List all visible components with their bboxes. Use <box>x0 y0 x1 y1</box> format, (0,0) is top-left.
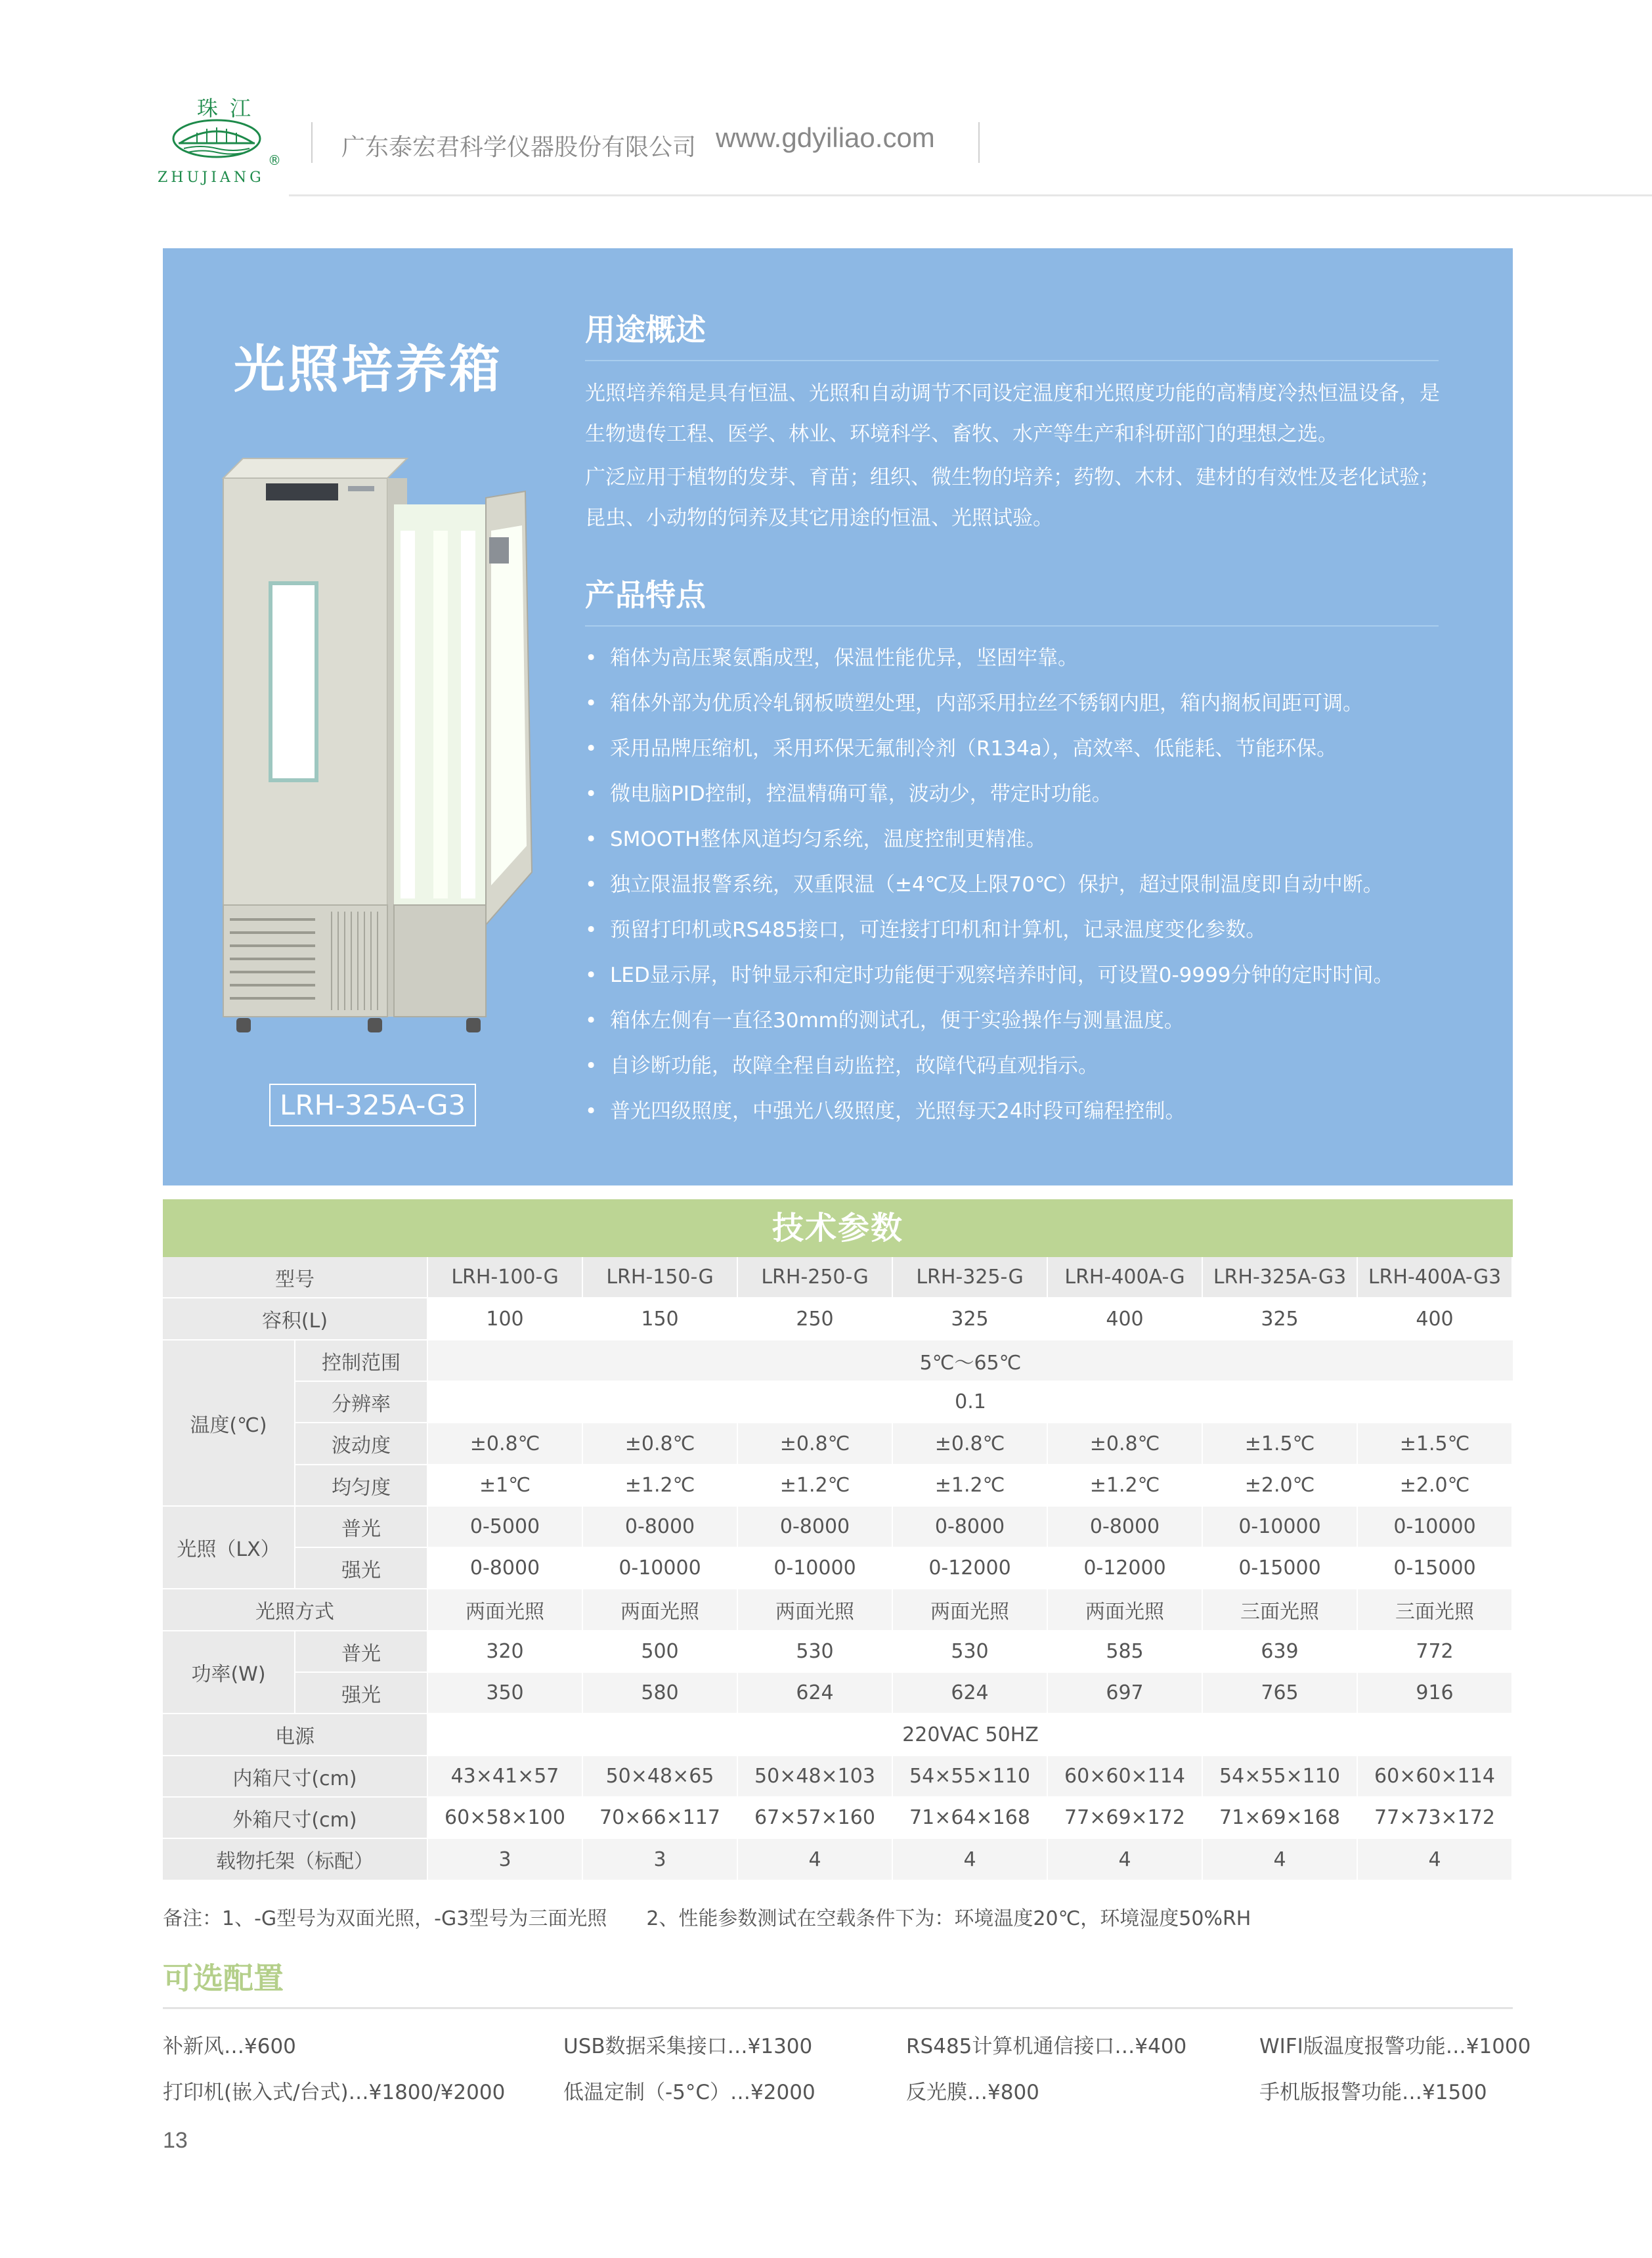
bullet: • <box>585 782 598 806</box>
table-cell: 50×48×65 <box>583 1756 737 1796</box>
table-cell: 71×64×168 <box>893 1798 1047 1838</box>
zhujiang-logo <box>158 92 289 190</box>
table-cell: 两面光照 <box>428 1589 582 1630</box>
table-cell: 0-10000 <box>1358 1507 1511 1547</box>
table-cell: 77×69×172 <box>1048 1798 1202 1838</box>
table-cell: 772 <box>1358 1631 1511 1671</box>
table-cell: 三面光照 <box>1203 1589 1357 1630</box>
overview-paragraph: 广泛应用于植物的发芽、育苗；组织、微生物的培养；药物、木材、建材的有效性及老化试验；昆虫、小动物的饲养及其它用途的恒温、光照试验。 <box>585 466 1440 530</box>
feature-item <box>585 908 1478 953</box>
row-sub-label: 分辨率 <box>295 1382 427 1422</box>
table-cell: 530 <box>893 1631 1047 1671</box>
row-label: 内箱尺寸(cm) <box>163 1756 427 1796</box>
table-cell: 4 <box>1203 1839 1357 1880</box>
table-cell: 697 <box>1048 1673 1202 1713</box>
feature-text: 采用品牌压缩机，采用环保无氟制冷剂（R134a），高效率、低能耗、节能环保。 <box>610 737 1337 761</box>
feature-item <box>585 1089 1478 1134</box>
table-cell: 60×60×114 <box>1048 1756 1202 1796</box>
features-heading: 产品特点 <box>585 577 706 613</box>
table-cell: ±0.8℃ <box>1048 1423 1202 1464</box>
feature-text: 普光四级照度，中强光八级照度，光照每天24时段可编程控制。 <box>610 1099 1186 1123</box>
table-cell: 0-12000 <box>1048 1548 1202 1588</box>
feature-item <box>585 998 1478 1044</box>
bullet: • <box>585 873 598 897</box>
feature-text: 预留打印机或RS485接口，可连接打印机和计算机，记录温度变化参数。 <box>610 918 1267 942</box>
table-cell: 639 <box>1203 1631 1357 1671</box>
header-divider <box>978 122 980 163</box>
table-cell: 77×73×172 <box>1358 1798 1511 1838</box>
model-label: LRH-325A-G3 <box>269 1084 476 1126</box>
table-cell: 150 <box>583 1298 737 1339</box>
feature-text: 箱体外部为优质冷轧钢板喷塑处理，内部采用拉丝不锈钢内胆，箱内搁板间距可调。 <box>610 692 1363 715</box>
feature-item <box>585 1044 1478 1089</box>
table-cell: 3 <box>428 1839 582 1880</box>
row-sub-label: 普光 <box>295 1507 427 1547</box>
column-header: LRH-325-G <box>893 1257 1047 1297</box>
table-cell: ±1.2℃ <box>1048 1465 1202 1505</box>
table-cell: ±0.8℃ <box>583 1423 737 1464</box>
overview-heading: 用途概述 <box>585 312 706 347</box>
table-cell: ±0.8℃ <box>428 1423 582 1464</box>
option-item: 反光膜…¥800 <box>906 2081 1039 2104</box>
feature-text: 箱体左侧有一直径30mm的测试孔，便于实验操作与测量温度。 <box>610 1009 1185 1032</box>
table-cell: 400 <box>1048 1298 1202 1339</box>
page-header <box>0 0 1652 197</box>
feature-item <box>585 726 1478 772</box>
feature-text: 箱体为高压聚氨酯成型，保温性能优异，坚固牢靠。 <box>610 646 1078 670</box>
table-cell: ±1.5℃ <box>1203 1423 1357 1464</box>
table-cell: ±1℃ <box>428 1465 582 1505</box>
table-cell: ±1.5℃ <box>1358 1423 1511 1464</box>
row-sub-label: 强光 <box>295 1673 427 1713</box>
incubator-image <box>217 452 545 1056</box>
table-cell: 100 <box>428 1298 582 1339</box>
table-cell: 两面光照 <box>893 1589 1047 1630</box>
feature-text: 微电脑PID控制，控温精确可靠，波动少，带定时功能。 <box>610 782 1112 806</box>
row-label: 容积(L) <box>163 1298 427 1339</box>
table-cell: 4 <box>738 1839 892 1880</box>
feature-item <box>585 772 1478 817</box>
option-item: 手机版报警功能…¥1500 <box>1259 2081 1487 2104</box>
bullet: • <box>585 692 598 715</box>
table-cell: 320 <box>428 1631 582 1671</box>
column-header: LRH-325A-G3 <box>1203 1257 1357 1297</box>
table-cell: 350 <box>428 1673 582 1713</box>
table-cell: 916 <box>1358 1673 1511 1713</box>
bullet: • <box>585 1054 598 1078</box>
column-header: LRH-150-G <box>583 1257 737 1297</box>
table-cell: 50×48×103 <box>738 1756 892 1796</box>
options-rule <box>163 2007 1513 2009</box>
table-cell: 0-10000 <box>738 1548 892 1588</box>
table-cell: 两面光照 <box>738 1589 892 1630</box>
table-cell: 0-8000 <box>1048 1507 1202 1547</box>
bullet: • <box>585 918 598 942</box>
bullet: • <box>585 646 598 670</box>
table-cell: 两面光照 <box>583 1589 737 1630</box>
column-header: LRH-400A-G3 <box>1358 1257 1511 1297</box>
table-cell: 4 <box>1358 1839 1511 1880</box>
row-group-label: 功率(W) <box>163 1631 294 1713</box>
table-cell: 0-15000 <box>1203 1548 1357 1588</box>
features-list <box>585 636 1478 1134</box>
product-title: 光照培养箱 <box>234 340 504 399</box>
table-cell: 585 <box>1048 1631 1202 1671</box>
table-cell: 250 <box>738 1298 892 1339</box>
table-cell: 67×57×160 <box>738 1798 892 1838</box>
feature-text: LED显示屏，时钟显示和定时功能便于观察培养时间，可设置0-9999分钟的定时时间。 <box>610 963 1394 987</box>
table-cell: 54×55×110 <box>1203 1756 1357 1796</box>
table-cell: 624 <box>893 1673 1047 1713</box>
header-divider <box>311 122 313 163</box>
table-cell: 220VAC 50HZ <box>428 1714 1513 1755</box>
table-cell: 0-15000 <box>1358 1548 1511 1588</box>
bullet: • <box>585 737 598 761</box>
table-cell: 70×66×117 <box>583 1798 737 1838</box>
row-label: 电源 <box>163 1714 427 1755</box>
column-header: LRH-400A-G <box>1048 1257 1202 1297</box>
feature-text: SMOOTH整体风道均匀系统，温度控制更精准。 <box>610 828 1047 851</box>
row-group-label: 光照（LX） <box>163 1507 294 1588</box>
table-cell: 60×58×100 <box>428 1798 582 1838</box>
row-label: 型号 <box>163 1257 427 1297</box>
table-cell: ±1.2℃ <box>583 1465 737 1505</box>
column-header: LRH-100-G <box>428 1257 582 1297</box>
feature-item <box>585 636 1478 681</box>
table-cell: 三面光照 <box>1358 1589 1511 1630</box>
row-group-label: 温度(℃) <box>163 1340 294 1505</box>
table-cell: 0-8000 <box>738 1507 892 1547</box>
table-cell: ±0.8℃ <box>893 1423 1047 1464</box>
row-sub-label: 控制范围 <box>295 1340 427 1381</box>
table-cell: ±1.2℃ <box>893 1465 1047 1505</box>
table-cell: 4 <box>1048 1839 1202 1880</box>
table-cell: ±0.8℃ <box>738 1423 892 1464</box>
page-number: 13 <box>163 2128 188 2153</box>
table-cell: 0-8000 <box>428 1548 582 1588</box>
table-cell: 580 <box>583 1673 737 1713</box>
option-item: USB数据采集接口…¥1300 <box>563 2035 813 2058</box>
table-cell: ±2.0℃ <box>1358 1465 1511 1505</box>
option-item: 打印机(嵌入式/台式)…¥1800/¥2000 <box>163 2081 506 2104</box>
table-cell: 0-8000 <box>583 1507 737 1547</box>
bullet: • <box>585 1009 598 1032</box>
table-cell: 765 <box>1203 1673 1357 1713</box>
bullet: • <box>585 963 598 987</box>
row-label: 光照方式 <box>163 1589 427 1630</box>
spec-title: 技术参数 <box>772 1210 903 1247</box>
feature-text: 独立限温报警系统，双重限温（±4℃及上限70℃）保护，超过限制温度即自动中断。 <box>610 873 1383 897</box>
table-cell: 60×60×114 <box>1358 1756 1511 1796</box>
feature-item <box>585 862 1478 908</box>
table-cell: 0-5000 <box>428 1507 582 1547</box>
table-cell: 530 <box>738 1631 892 1671</box>
table-cell: 4 <box>893 1839 1047 1880</box>
feature-text: 自诊断功能，故障全程自动监控，故障代码直观指示。 <box>610 1054 1098 1078</box>
option-item: RS485计算机通信接口…¥400 <box>906 2035 1187 2058</box>
company-name: 广东泰宏君科学仪器股份有限公司 <box>341 134 697 161</box>
table-cell: 5℃～65℃ <box>428 1340 1513 1381</box>
table-cell: 43×41×57 <box>428 1756 582 1796</box>
spec-title-bar <box>163 1199 1513 1257</box>
feature-item <box>585 681 1478 726</box>
row-sub-label: 波动度 <box>295 1423 427 1464</box>
website-link[interactable]: www.gdyiliao.com <box>716 122 935 153</box>
overview-rule <box>585 360 1439 361</box>
header-rule <box>289 194 1652 196</box>
overview-paragraph: 光照培养箱是具有恒温、光照和自动调节不同设定温度和光照度功能的高精度冷热恒温设备，是生物遗传工程、医学、林业、环境科学、畜牧、水产等生产和科研部门的理想之选。 <box>585 382 1440 446</box>
table-cell: 325 <box>1203 1298 1357 1339</box>
features-rule <box>585 625 1439 627</box>
table-cell: 500 <box>583 1631 737 1671</box>
bullet: • <box>585 1099 598 1123</box>
table-cell: 624 <box>738 1673 892 1713</box>
options-heading: 可选配置 <box>163 1960 284 1996</box>
feature-item <box>585 817 1478 862</box>
option-item: 补新风…¥600 <box>163 2035 296 2058</box>
row-sub-label: 强光 <box>295 1548 427 1588</box>
table-cell: 两面光照 <box>1048 1589 1202 1630</box>
row-label: 外箱尺寸(cm) <box>163 1798 427 1838</box>
table-cell: 400 <box>1358 1298 1511 1339</box>
table-cell: 0.1 <box>428 1382 1513 1422</box>
logo-chinese-text: 珠江 <box>197 96 263 121</box>
logo-latin-text: ZHUJIANG <box>158 169 265 186</box>
bullet: • <box>585 828 598 851</box>
footnote: 备注：1、-G型号为双面光照，-G3型号为三面光照 2、性能参数测试在空载条件下为：环境温度20℃，环境湿度50%RH <box>163 1907 1251 1930</box>
bridge-emblem-icon <box>171 118 263 159</box>
table-cell: 0-12000 <box>893 1548 1047 1588</box>
table-cell: 71×69×168 <box>1203 1798 1357 1838</box>
option-item: 低温定制（-5°C）…¥2000 <box>563 2081 815 2104</box>
registered-mark: ® <box>268 152 281 168</box>
table-cell: 0-10000 <box>583 1548 737 1588</box>
table-cell: 3 <box>583 1839 737 1880</box>
table-cell: 54×55×110 <box>893 1756 1047 1796</box>
row-sub-label: 均匀度 <box>295 1465 427 1505</box>
column-header: LRH-250-G <box>738 1257 892 1297</box>
product-intro-panel <box>163 248 1513 1185</box>
table-cell: 0-8000 <box>893 1507 1047 1547</box>
table-cell: ±1.2℃ <box>738 1465 892 1505</box>
table-cell: 0-10000 <box>1203 1507 1357 1547</box>
table-cell: ±2.0℃ <box>1203 1465 1357 1505</box>
row-sub-label: 普光 <box>295 1631 427 1671</box>
option-item: WIFI版温度报警功能…¥1000 <box>1259 2035 1531 2058</box>
feature-item <box>585 953 1478 998</box>
row-label: 载物托架（标配） <box>163 1839 427 1880</box>
table-cell: 325 <box>893 1298 1047 1339</box>
